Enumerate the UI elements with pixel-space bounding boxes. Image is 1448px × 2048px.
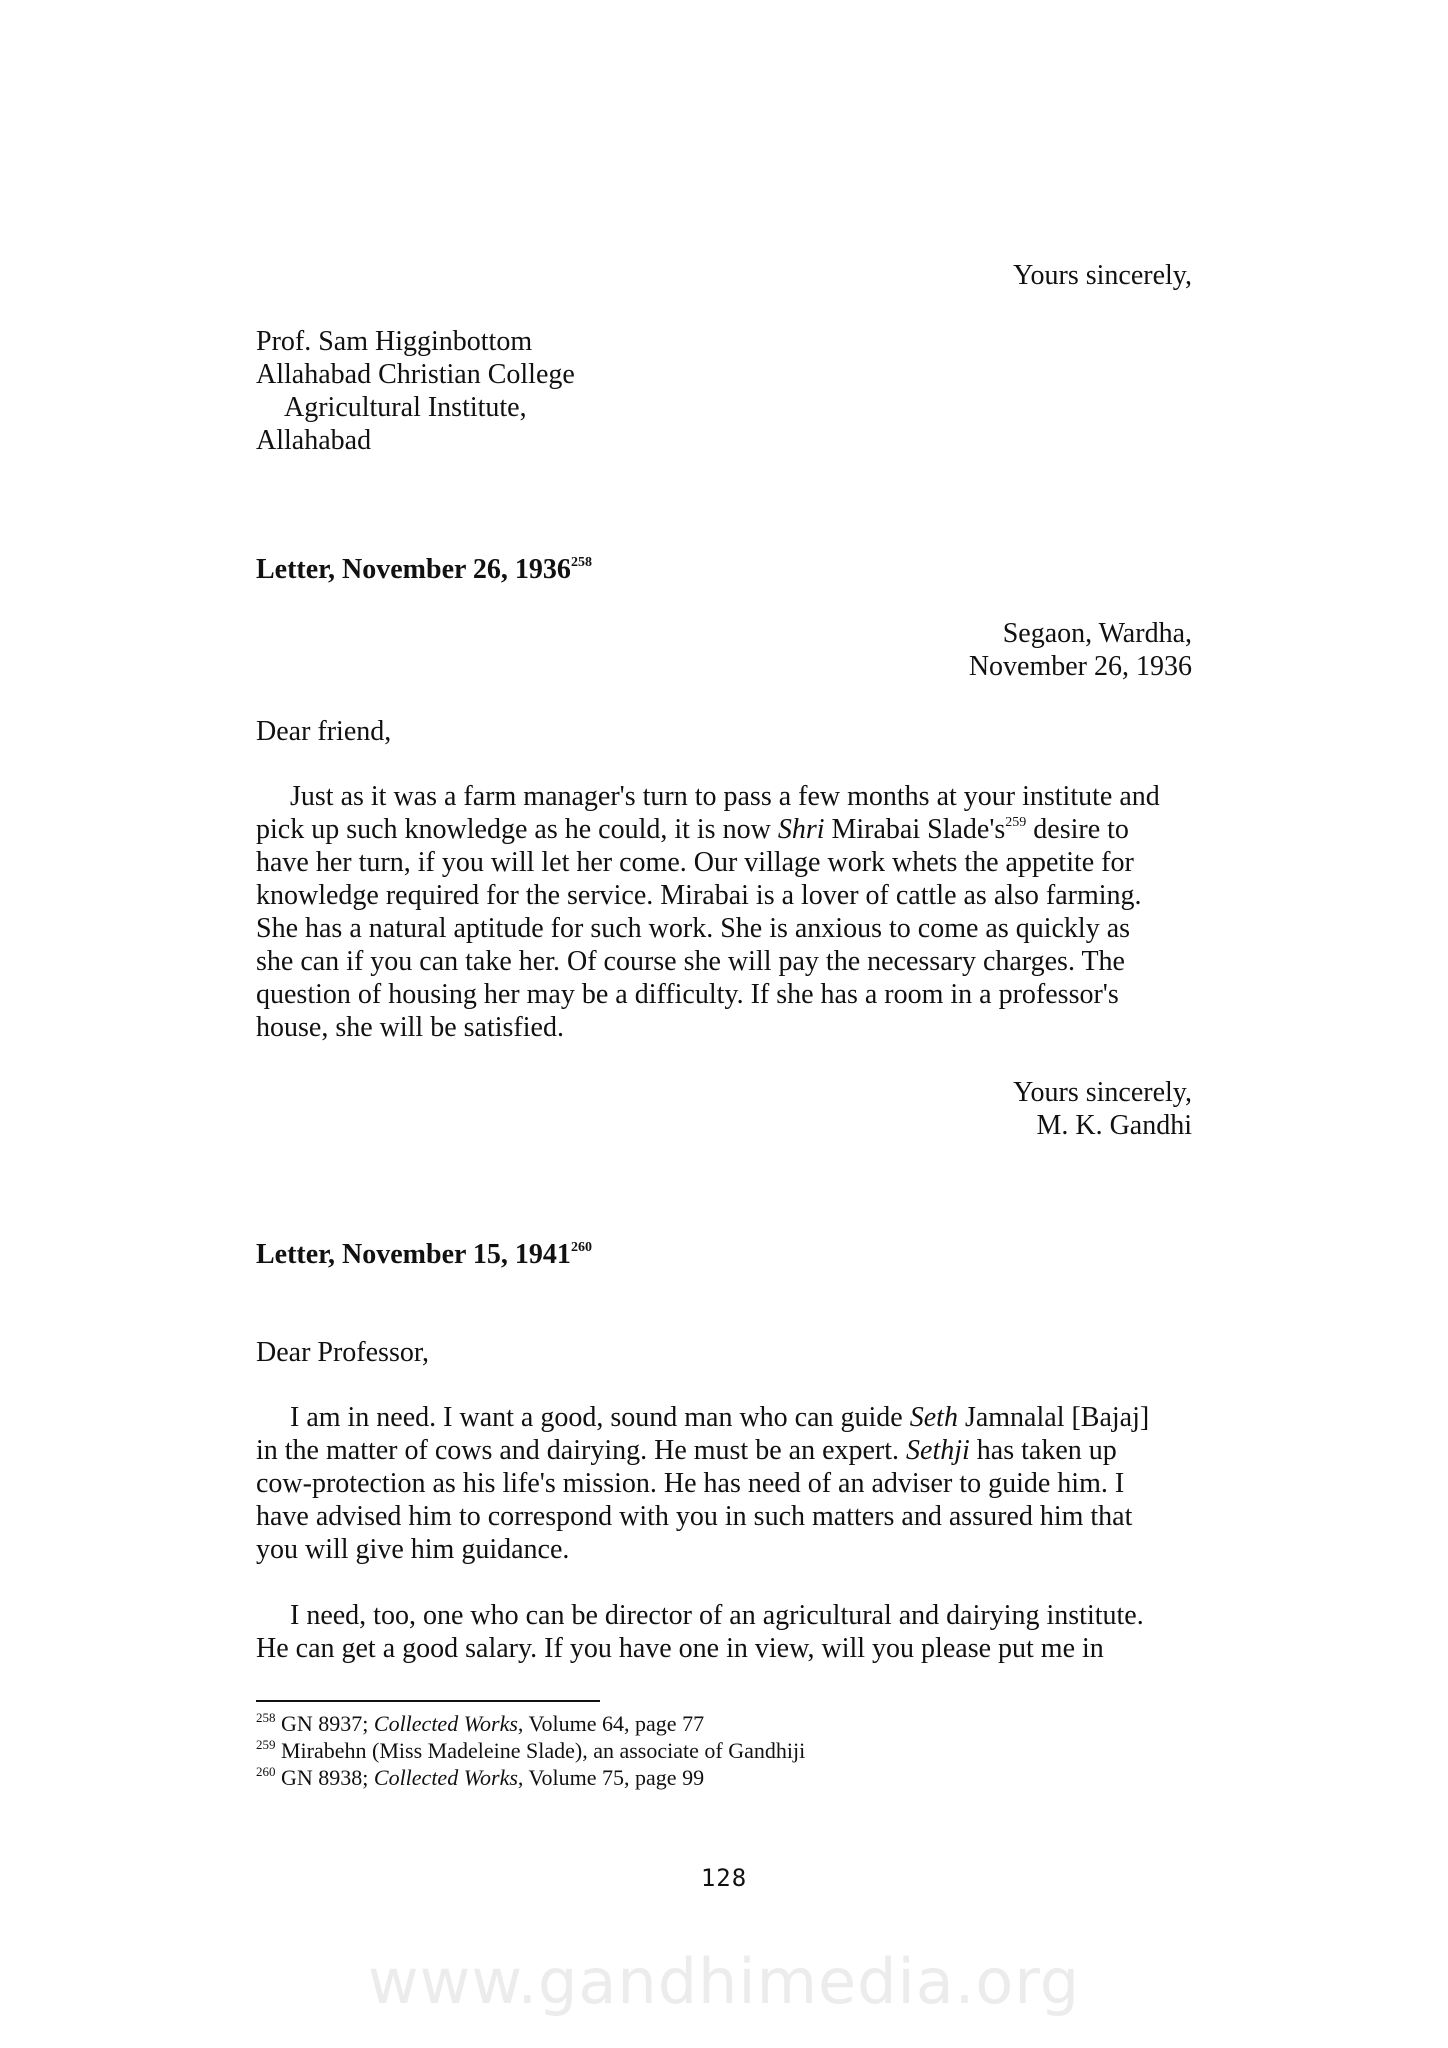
footnote: $^{258}$ GN 8937; Collected Works, Volume 64, page 77 xyxy=(256,1709,705,1736)
address-line: Allahabad xyxy=(256,425,372,456)
italic-term: Sethji xyxy=(906,1435,970,1466)
letter-date: November 26, 1936 xyxy=(968,651,1192,682)
page-number: 128 xyxy=(700,1864,748,1892)
body-line: cow-protection as his life's mission. He has need of an adviser to guide him. I xyxy=(256,1468,1125,1499)
body-line: she can if you can take her. Of course she will pay the necessary charges. The xyxy=(256,946,1125,977)
watermark: www.gandhimedia.org xyxy=(367,1945,1081,2018)
heading-text: Letter, November 15, 1941 xyxy=(256,1239,571,1270)
body-line: have her turn, if you will let her come. Our village work whets the appetite for xyxy=(256,847,1134,878)
body-line: I am in need. I want a good, sound man who can guide Seth Jamnalal [Bajaj] xyxy=(290,1402,1150,1433)
footnote-ref: 258 xyxy=(570,554,592,570)
italic-term: Seth xyxy=(909,1402,958,1433)
letter-heading-1936 xyxy=(256,553,592,586)
letter-salutation: Dear Professor, xyxy=(256,1337,430,1368)
body-line: I need, too, one who can be director of an agricultural and dairying institute. xyxy=(290,1600,1144,1631)
body-line: pick up such knowledge as he could, it is now Shri Mirabai $Slade's^{259}$ desire to xyxy=(256,814,1129,845)
letter-closing: Yours sincerely, xyxy=(1013,1077,1192,1108)
address-line: Agricultural Institute, xyxy=(284,392,527,423)
letter-body-1941-para2 xyxy=(256,1599,1144,1665)
letter-place: Segaon, Wardha, xyxy=(1002,618,1192,649)
body-line: you will give him guidance. xyxy=(256,1534,570,1565)
footnote-ref: 259 xyxy=(1005,814,1027,830)
footnote: $^{259}$ Mirabehn (Miss Madeleine Slade), an associate of Gandhiji xyxy=(256,1736,806,1763)
footnotes xyxy=(256,1710,805,1791)
footnote: $^{260}$ GN 8938; Collected Works, Volume 75, page 99 xyxy=(256,1763,705,1790)
body-line: in the matter of cows and dairying. He must be an expert. Sethji has taken up xyxy=(256,1435,1117,1466)
body-line: question of housing her may be a difficulty. If she has a room in a professor's xyxy=(256,979,1119,1010)
heading-text: Letter, November 26, 1936 xyxy=(256,554,571,585)
letter-salutation: Dear friend, xyxy=(256,716,392,747)
letter-signature: M. K. Gandhi xyxy=(1036,1110,1192,1141)
footnote-ref: 260 xyxy=(570,1239,592,1255)
footnote-divider xyxy=(256,1700,600,1702)
body-line: have advised him to correspond with you in such matters and assured him that xyxy=(256,1501,1133,1532)
letter-body-1941-para1 xyxy=(256,1401,1149,1566)
body-line: She has a natural aptitude for such work. She is anxious to come as quickly as xyxy=(256,913,1131,944)
body-line: house, she will be satisfied. xyxy=(256,1012,564,1043)
address-block xyxy=(256,325,575,457)
body-line: knowledge required for the service. Mirabai is a lover of cattle as also farming. xyxy=(256,880,1142,911)
letter-body-1936 xyxy=(256,780,1160,1044)
body-line: Just as it was a farm manager's turn to pass a few months at your institute and xyxy=(290,781,1160,812)
address-line: Allahabad Christian College xyxy=(256,359,575,390)
letter-heading-1941 xyxy=(256,1238,592,1271)
address-line: Prof. Sam Higginbottom xyxy=(256,326,533,357)
body-line: He can get a good salary. If you have one in view, will you please put me in xyxy=(256,1633,1104,1664)
closing-previous-letter: Yours sincerely, xyxy=(1013,260,1192,291)
italic-term: Shri xyxy=(777,814,825,845)
